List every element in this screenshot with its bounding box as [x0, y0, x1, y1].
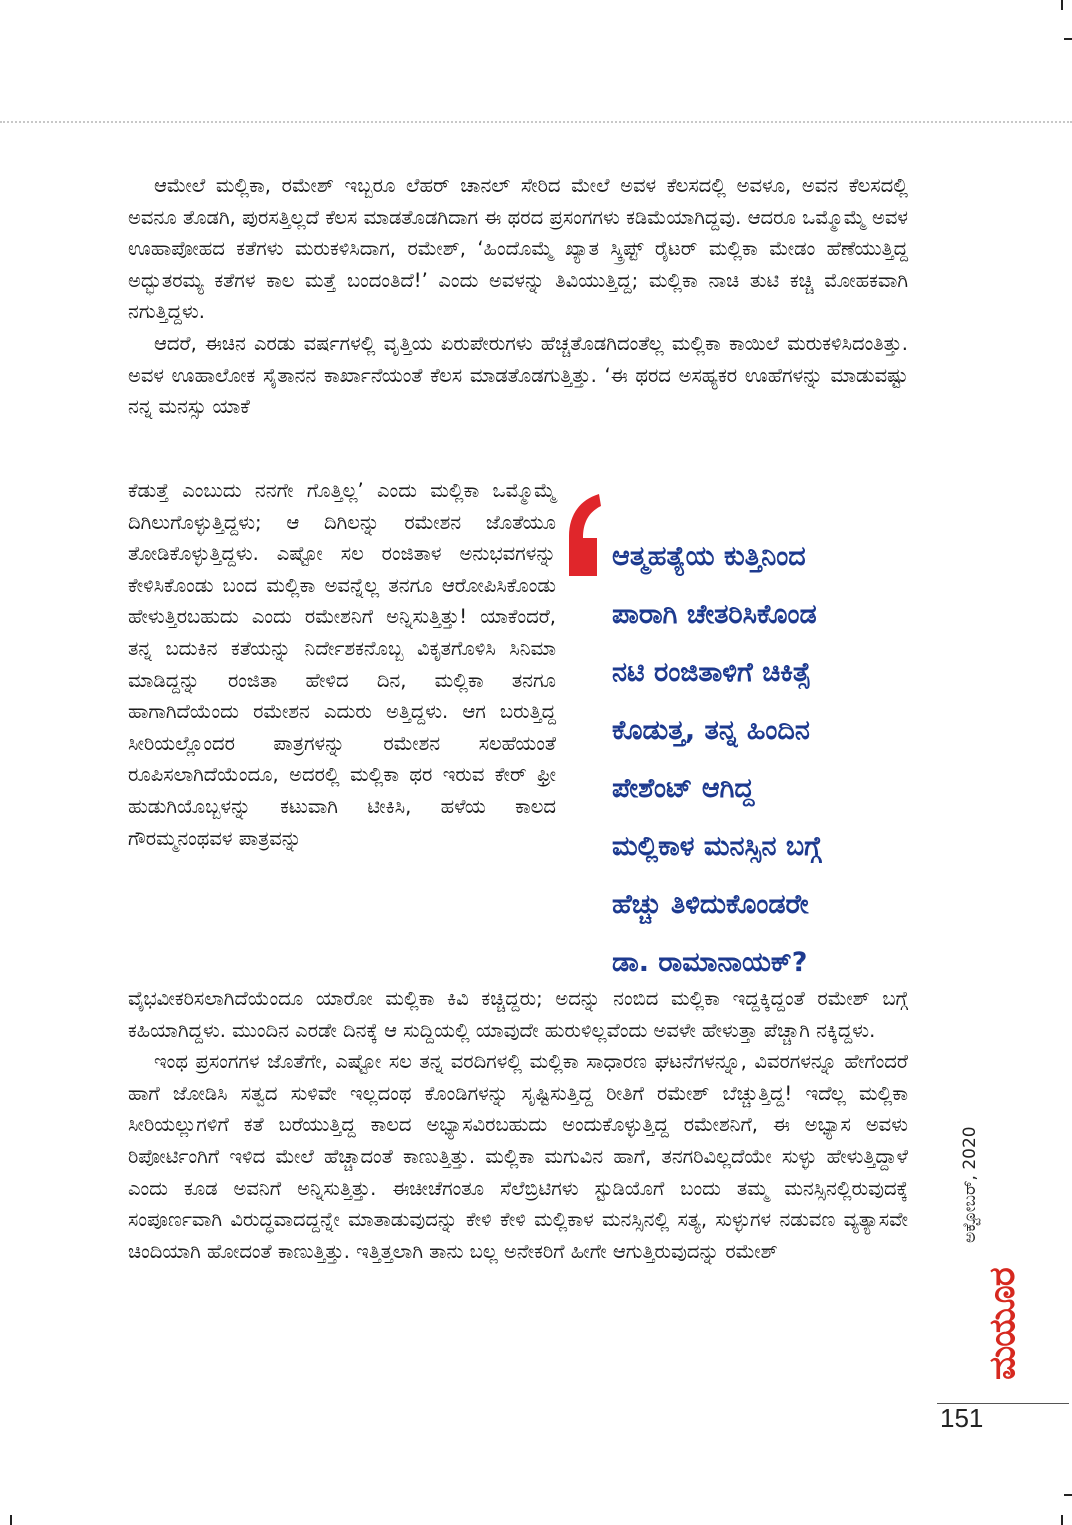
header-dotted-rule: [0, 121, 1072, 123]
article-paragraph: ಆದರೆ, ಈಚಿನ ಎರಡು ವರ್ಷಗಳಲ್ಲಿ ವೃತ್ತಿಯ ಏರುಪೇರುಗಳು ಹೆಚ್ಚತೊಡಗಿದಂತೆಲ್ಲ ಮಲ್ಲಿಕಾ ಕಾಯಿಲೆ ಮರುಕಳಿಸಿದಂತಿತ್ತು. ಅವಳ ಊಹಾಲೋಕ ಸೈತಾನನ ಕಾರ್ಖಾನೆಯಂತೆ ಕೆಲಸ ಮಾಡತೊಡಗುತ್ತಿತ್ತು. ‘ಈ ಥರದ ಅಸಹ್ಯಕರ ಊಹೆಗಳನ್ನು ಮಾಡುವಷ್ಟು ನನ್ನ ಮನಸ್ಸು ಯಾಕೆ: [128, 331, 908, 419]
article-block-top: [128, 170, 908, 423]
pull-quote-line: ಮಲ್ಲಿಕಾಳ ಮನಸ್ಸಿನ ಬಗ್ಗೆ: [612, 831, 822, 862]
issue-date: ಅಕ್ಟೋಬರ್, 2020: [960, 1126, 980, 1243]
crop-mark: [1064, 38, 1072, 40]
quote-mark-icon: [565, 492, 601, 582]
magazine-logo: ಮಯೂರ: [982, 1268, 1023, 1380]
pull-quote-line: ಹೆಚ್ಚು ತಿಳಿದುಕೊಂಡರೇ: [612, 889, 809, 920]
page-number: 151: [940, 1403, 984, 1433]
article-paragraph: ವೈಭವೀಕರಿಸಲಾಗಿದೆಯೆಂದೂ ಯಾರೋ ಮಲ್ಲಿಕಾ ಕಿವಿ ಕಚ್ಚಿದ್ದರು; ಅದನ್ನು ನಂಬಿದ ಮಲ್ಲಿಕಾ ಇದ್ದಕ್ಕಿದ್ದಂತೆ ರಮೇಶ್ ಬಗ್ಗೆ ಕಹಿಯಾಗಿದ್ದಳು. ಮುಂದಿನ ಎರಡೇ ದಿನಕ್ಕೆ ಆ ಸುದ್ದಿಯಲ್ಲಿ ಯಾವುದೇ ಹುರುಳಿಲ್ಲವೆಂದು ಅವಳೇ ಹೇಳುತ್ತಾ ಪೆಚ್ಚಾಗಿ ನಕ್ಕಿದ್ದಳು.: [128, 987, 908, 1042]
pull-quote-line: ಆತ್ಮಹತ್ಯೆಯ ಕುತ್ತಿನಿಂದ: [612, 541, 806, 572]
crop-mark: [10, 1515, 12, 1525]
article-block-bottom: [128, 983, 908, 1267]
crop-mark: [1064, 1494, 1072, 1496]
article-paragraph: ಆಮೇಲೆ ಮಲ್ಲಿಕಾ, ರಮೇಶ್ ಇಬ್ಬರೂ ಲೆಹರ್ ಚಾನಲ್ ಸೇರಿದ ಮೇಲೆ ಅವಳ ಕೆಲಸದಲ್ಲಿ ಅವಳೂ, ಅವನ ಕೆಲಸದಲ್ಲಿ ಅವನೂ ತೊಡಗಿ, ಪುರಸತ್ತಿಲ್ಲದೆ ಕೆಲಸ ಮಾಡತೊಡಗಿದಾಗ ಈ ಥರದ ಪ್ರಸಂಗಗಳು ಕಡಿಮೆಯಾಗಿದ್ದವು. ಆದರೂ ಒಮ್ಮೊಮ್ಮೆ ಅವಳ ಊಹಾಪೋಹದ ಕತೆಗಳು ಮರುಕಳಿಸಿದಾಗ, ರಮೇಶ್, ‘ಹಿಂದೊಮ್ಮೆ ಖ್ಯಾತ ಸ್ಕ್ರಿಪ್ಟ್ ರೈಟರ್ ಮಲ್ಲಿಕಾ ಮೇಡಂ ಹೆಣೆಯುತ್ತಿದ್ದ ಅದ್ಭುತರಮ್ಯ ಕತೆಗಳ ಕಾಲ ಮತ್ತೆ ಬಂದಂತಿದೆ!’ ಎಂದು ಅವಳನ್ನು ತಿವಿಯುತ್ತಿದ್ದ; ಮಲ್ಲಿಕಾ ನಾಚಿ ತುಟಿ ಕಚ್ಚಿ ಮೋಹಕವಾಗಿ ನಗುತ್ತಿದ್ದಳು.: [128, 174, 908, 324]
pull-quote-line: ಪಾರಾಗಿ ಚೇತರಿಸಿಕೊಂಡ: [612, 599, 817, 630]
crop-mark: [1061, 1515, 1063, 1525]
pull-quote-line: ಕೊಡುತ್ತ, ತನ್ನ ಹಿಂದಿನ: [612, 715, 810, 746]
pull-quote: [612, 528, 912, 992]
article-paragraph: ಇಂಥ ಪ್ರಸಂಗಗಳ ಜೊತೆಗೇ, ಎಷ್ಟೋ ಸಲ ತನ್ನ ವರದಿಗಳಲ್ಲಿ ಮಲ್ಲಿಕಾ ಸಾಧಾರಣ ಘಟನೆಗಳನ್ನೂ, ವಿವರಗಳನ್ನೂ ಹೇಗೆಂದರೆ ಹಾಗೆ ಜೋಡಿಸಿ ಸತ್ವದ ಸುಳಿವೇ ಇಲ್ಲದಂಥ ಕೊಂಡಿಗಳನ್ನು ಸೃಷ್ಟಿಸುತ್ತಿದ್ದ ರೀತಿಗೆ ರಮೇಶ್ ಬೆಚ್ಚುತ್ತಿದ್ದ! ಇದೆಲ್ಲ ಮಲ್ಲಿಕಾ ಸೀರಿಯಲ್ಲುಗಳಿಗೆ ಕತೆ ಬರೆಯುತ್ತಿದ್ದ ಕಾಲದ ಅಭ್ಯಾಸವಿರಬಹುದು ಅಂದುಕೊಳ್ಳುತ್ತಿದ್ದ ರಮೇಶನಿಗೆ, ಈ ಅಭ್ಯಾಸ ಅವಳು ರಿಪೋರ್ಟಿಂಗಿಗೆ ಇಳಿದ ಮೇಲೆ ಹೆಚ್ಚಾದಂತೆ ಕಾಣುತ್ತಿತ್ತು. ಮಲ್ಲಿಕಾ ಮಗುವಿನ ಹಾಗೆ, ತನಗರಿವಿಲ್ಲದೆಯೇ ಸುಳ್ಳು ಹೇಳುತ್ತಿದ್ದಾಳೆ ಎಂದು ಕೂಡ ಅವನಿಗೆ ಅನ್ನಿಸುತ್ತಿತ್ತು. ಈಚೀಚೆಗಂತೂ ಸೆಲೆಬ್ರಿಟಿಗಳು ಸ್ಟುಡಿಯೊಗೆ ಬಂದು ತಮ್ಮ ಮನಸ್ಸಿನಲ್ಲಿರುವುದಕ್ಕೆ ಸಂಪೂರ್ಣವಾಗಿ ವಿರುದ್ಧವಾದದ್ದನ್ನೇ ಮಾತಾಡುವುದನ್ನು ಕೇಳಿ ಕೇಳಿ ಮಲ್ಲಿಕಾಳ ಮನಸ್ಸಿನಲ್ಲಿ ಸತ್ಯ, ಸುಳ್ಳುಗಳ ನಡುವಣ ವ್ಯತ್ಯಾಸವೇ ಚಿಂದಿಯಾಗಿ ಹೋದಂತೆ ಕಾಣುತ್ತಿತ್ತು. ಇತ್ತಿತ್ತಲಾಗಿ ತಾನು ಬಲ್ಲ ಅನೇಕರಿಗೆ ಹೀಗೇ ಆಗುತ್ತಿರುವುದನ್ನು ರಮೇಶ್: [128, 1050, 908, 1263]
pull-quote-line: ಡಾ. ರಾಮಾನಾಯಕ್?: [612, 947, 808, 978]
crop-mark: [1061, 0, 1063, 10]
pull-quote-line: ಪೇಶೆಂಟ್ ಆಗಿದ್ದ: [612, 773, 755, 804]
pull-quote-line: ನಟಿ ರಂಜಿತಾಳಿಗೆ ಚಿಕಿತ್ಸೆ: [612, 657, 811, 688]
article-paragraph: ಕೆಡುತ್ತೆ ಎಂಬುದು ನನಗೇ ಗೊತ್ತಿಲ್ಲ’ ಎಂದು ಮಲ್ಲಿಕಾ ಒಮ್ಮೊಮ್ಮೆ ದಿಗಿಲುಗೊಳ್ಳುತ್ತಿದ್ದಳು; ಆ ದಿಗಿಲನ್ನು ರಮೇಶನ ಜೊತೆಯೂ ತೋಡಿಕೊಳ್ಳುತ್ತಿದ್ದಳು. ಎಷ್ಟೋ ಸಲ ರಂಜಿತಾಳ ಅನುಭವಗಳನ್ನು ಕೇಳಿಸಿಕೊಂಡು ಬಂದ ಮಲ್ಲಿಕಾ ಅವನ್ನೆಲ್ಲ ತನಗೂ ಆರೋಪಿಸಿಕೊಂಡು ಹೇಳುತ್ತಿರಬಹುದು ಎಂದು ರಮೇಶನಿಗೆ ಅನ್ನಿಸುತ್ತಿತ್ತು! ಯಾಕೆಂದರೆ, ತನ್ನ ಬದುಕಿನ ಕತೆಯನ್ನು ನಿರ್ದೇಶಕನೊಬ್ಬ ವಿಕೃತಗೊಳಿಸಿ ಸಿನಿಮಾ ಮಾಡಿದ್ದನ್ನು ರಂಜಿತಾ ಹೇಳಿದ ದಿನ, ಮಲ್ಲಿಕಾ ತನಗೂ ಹಾಗಾಗಿದೆಯೆಂದು ರಮೇಶನ ಎದುರು ಅತ್ತಿದ್ದಳು. ಆಗ ಬರುತ್ತಿದ್ದ ಸೀರಿಯಲ್ಲೊಂದರ ಪಾತ್ರಗಳನ್ನು ರಮೇಶನ ಸಲಹೆಯಂತೆ ರೂಪಿಸಲಾಗಿದೆಯೆಂದೂ, ಅದರಲ್ಲಿ ಮಲ್ಲಿಕಾ ಥರ ಇರುವ ಕೇರ್ ಫ್ರೀ ಹುಡುಗಿಯೊಬ್ಬಳನ್ನು ಕಟುವಾಗಿ ಟೀಕಿಸಿ, ಹಳೆಯ ಕಾಲದ ಗೌರಮ್ಮನಂಥವಳ ಪಾತ್ರವನ್ನು: [128, 479, 556, 850]
article-block-left-column: [128, 475, 556, 854]
